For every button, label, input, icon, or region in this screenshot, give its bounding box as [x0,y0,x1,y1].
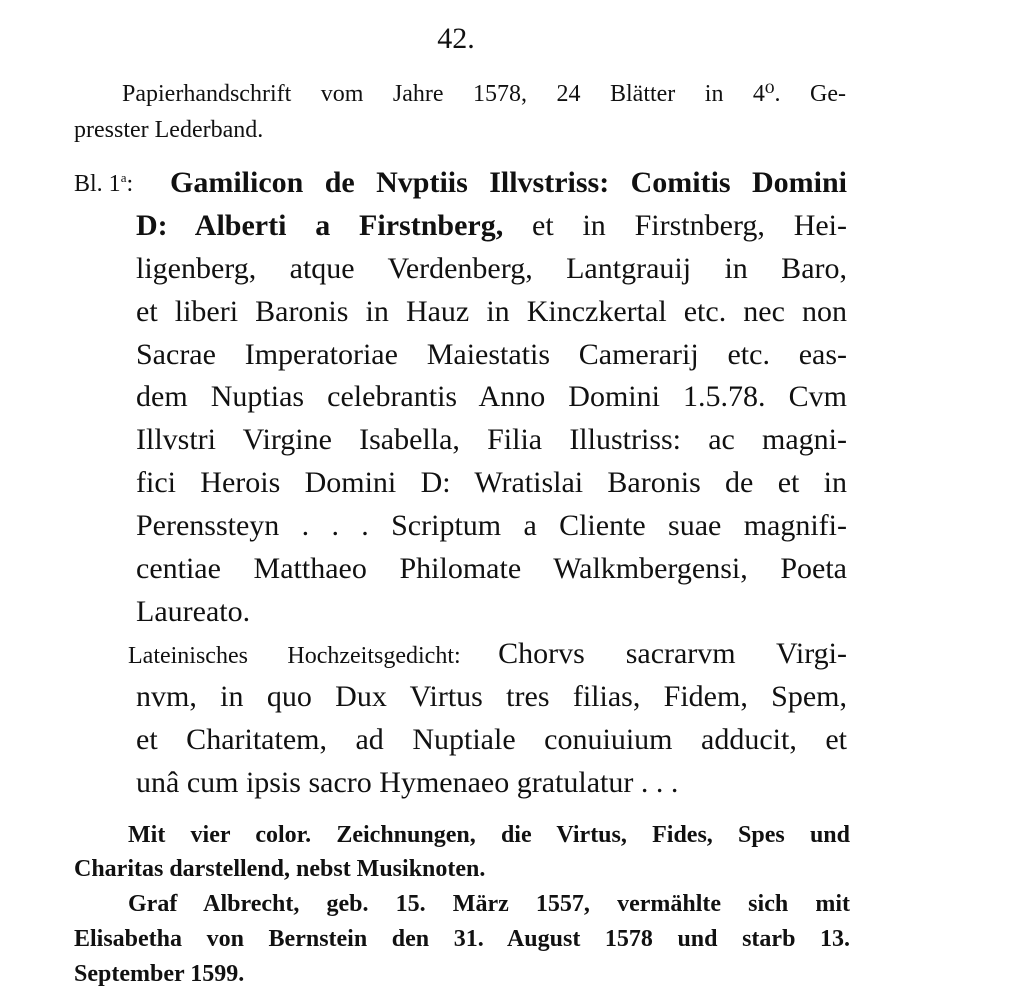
entry-title-rest: et in Firstnberg, Hei- [532,209,848,242]
description-line: et Charitatem, ad Nuptiale conuiuium adducit, et [136,723,847,756]
entry-title-line [136,211,847,241]
page-number: 42. [437,22,475,55]
entry-line: Perenssteyn . . . Scriptum a Cliente suae magnifi- [136,509,847,542]
intro-line: presster Lederband. [74,117,264,143]
description-label: Lateinisches Hochzeitsgedicht: [128,643,461,669]
entry-line: ligenberg, atque Verdenberg, Lantgrauij in Baro, [136,252,847,285]
leaf-reference-suffix: : [126,171,134,197]
note-line: Mit vier color. Zeichnungen, die Virtus, Fides, Spes und [128,822,850,848]
entry-line: dem Nuptias celebrantis Anno Domini 1.5.78. Cvm [136,380,847,413]
entry-line: Sacrae Imperatoriae Maiestatis Camerarij etc. eas- [136,338,847,371]
note-line: Charitas darstellend, nebst Musiknoten. [74,856,486,882]
entry-line: centiae Matthaeo Philomate Walkmbergensi, Poeta [136,552,847,585]
note-line: September 1599. [74,961,245,987]
intro-line: Papierhandschrift vom Jahre 1578, 24 Blätter in 4⁰. Ge- [122,81,846,107]
description-line: nvm, in quo Dux Virtus tres filias, Fidem, Spem, [136,680,847,713]
entry-title-bold: D: Alberti a Firstnberg, [136,209,504,242]
description-line: unâ cum ipsis sacro Hymenaeo gratulatur . . . [136,766,679,799]
description-text: Chorvs sacrarvm Virgi- [498,637,847,670]
note-line: Elisabetha von Bernstein den 31. August 1578 und starb 13. [74,926,850,952]
note-line: Graf Albrecht, geb. 15. März 1557, vermählte sich mit [128,891,850,917]
entry-line: et liberi Baronis in Hauz in Kinczkertal etc. nec non [136,295,847,328]
leaf-reference-sup: a [120,170,127,185]
leaf-reference-prefix: Bl. 1 [74,171,121,197]
entry-line: fici Herois Domini D: Wratislai Baronis de et in [136,466,847,499]
leaf-reference [74,172,133,196]
entry-line: Illvstri Virgine Isabella, Filia Illustriss: ac magni- [136,423,847,456]
entry-line: Laureato. [136,595,251,628]
entry-title-line: Gamilicon de Nvptiis Illvstriss: Comitis Domini [170,166,847,199]
description-line [128,639,847,669]
